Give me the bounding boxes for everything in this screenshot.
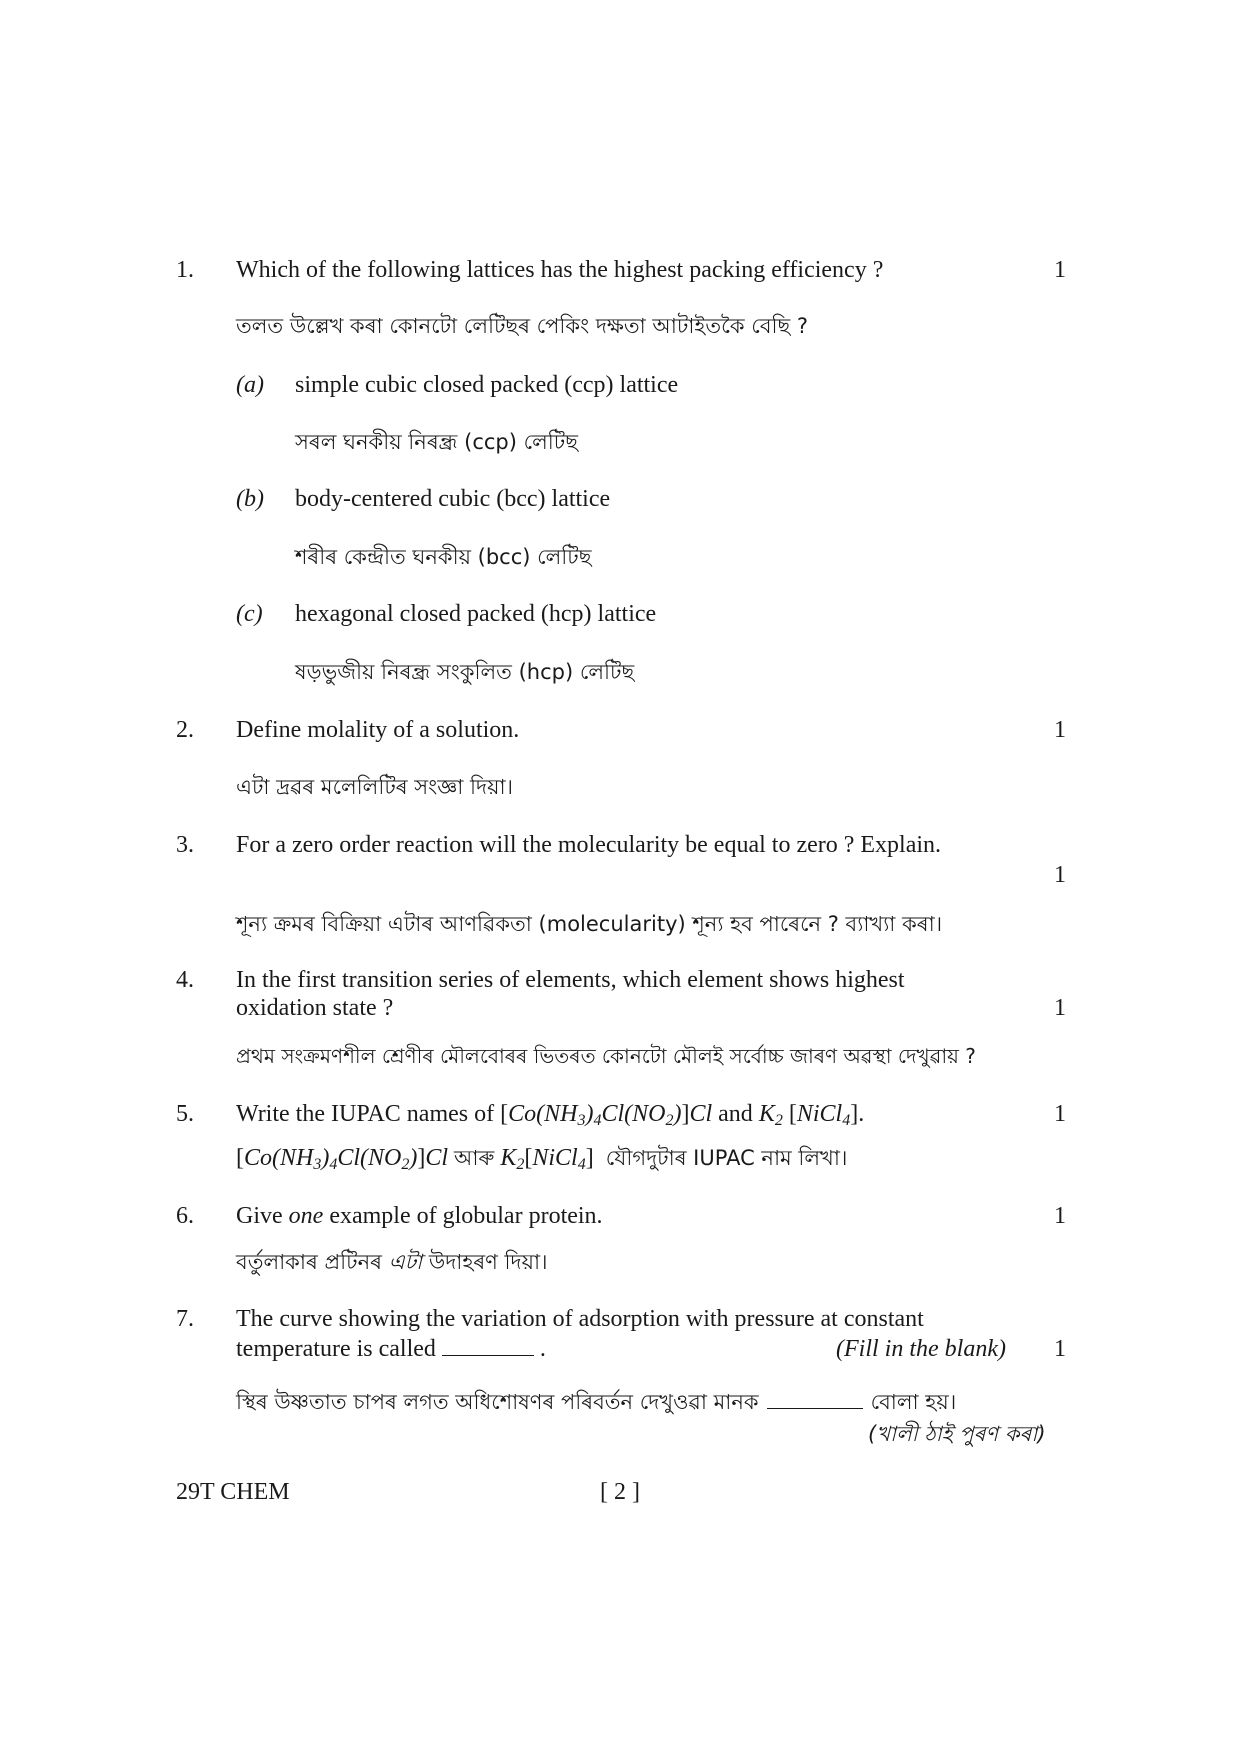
conjunction: আৰু: [454, 1146, 495, 1170]
question-number: 4.: [176, 967, 194, 993]
option-text-en: simple cubic closed packed (ccp) lattice: [295, 372, 679, 398]
question-text-en: Which of the following lattices has the highest packing efficiency ?: [236, 257, 884, 283]
question-text-en: Write the IUPAC names of $[Co(NH_3)_4Cl(NO_2)]Cl$ and $K_2$ [NiCl$_4$].: [236, 1101, 865, 1129]
text-segment: example of globular protein.: [329, 1203, 603, 1229]
page-number: [ 2 ]: [600, 1479, 640, 1505]
text-segment: .: [539, 1336, 546, 1362]
text-segment: Give: [236, 1203, 283, 1229]
option-label: (b): [236, 486, 264, 512]
fill-instruction-en: (Fill in the blank): [836, 1336, 1006, 1362]
formula-salt: $K_2$ [NiCl$_4$]: [758, 1101, 859, 1129]
question-text-prefix: Write the IUPAC names of: [236, 1101, 495, 1127]
formula-complex: $[Co(NH_3)_4Cl(NO_2)]Cl$: [236, 1145, 449, 1173]
question-marks: 1: [1054, 995, 1066, 1021]
question-text-bn: তলত উল্লেখ কৰা কোনটো লেটিছৰ পেকিং দক্ষতা আটাইতকৈ বেছি ?: [236, 314, 809, 338]
question-text-en: [236, 1202, 603, 1230]
question-number: 2.: [176, 717, 194, 743]
text-segment: বোলা হয়।: [870, 1390, 957, 1414]
option-label: (c): [236, 601, 263, 627]
question-text-en: For a zero order reaction will the molecularity be equal to zero ? Explain.: [236, 832, 942, 858]
question-text-bn: শূন্য ক্ৰমৰ বিক্ৰিয়া এটাৰ আণৱিকতা (molecularity) শূন্য হব পাৰেনে ? ব্যাখ্যা কৰা।: [236, 912, 943, 936]
question-text-bn: [236, 1388, 956, 1416]
question-number: 3.: [176, 832, 194, 858]
question-text-en: The curve showing the variation of adsorption with pressure at constant: [236, 1306, 924, 1332]
question-number: 6.: [176, 1203, 194, 1229]
question-marks: 1: [1054, 1336, 1066, 1362]
option-text-bn: ষড়ভুজীয় নিৰন্ধ্ৰ সংকুলিত (hcp) লেটিছ: [295, 660, 635, 684]
formula-salt: $K_2[NiCl_4]$: [500, 1145, 594, 1173]
text-segment: স্থিৰ উষ্ণতাত চাপৰ লগত অধিশোষণৰ পৰিবৰ্তন দেখুওৱা মানক: [236, 1390, 759, 1414]
question-text-bn: এটা দ্ৰৱৰ মলেলিটিৰ সংজ্ঞা দিয়া।: [236, 775, 514, 799]
answer-blank[interactable]: [442, 1337, 534, 1356]
option-text-bn: সৰল ঘনকীয় নিৰন্ধ্ৰ (ccp) লেটিছ: [295, 430, 578, 454]
question-number: 5.: [176, 1101, 194, 1127]
question-number: 7.: [176, 1306, 194, 1332]
paper-code: 29T CHEM: [176, 1479, 290, 1505]
question-marks: 1: [1054, 1101, 1066, 1127]
option-text-bn: শৰীৰ কেন্দ্ৰীত ঘনকীয় (bcc) লেটিছ: [295, 545, 592, 569]
conjunction: and: [718, 1101, 753, 1127]
question-marks: 1: [1054, 1203, 1066, 1229]
option-text-en: hexagonal closed packed (hcp) lattice: [295, 601, 657, 627]
question-text-bn: [236, 1144, 847, 1172]
option-text-en: body-centered cubic (bcc) lattice: [295, 486, 611, 512]
text-segment: উদাহৰণ দিয়া।: [428, 1250, 548, 1274]
question-text-bn: প্ৰথম সংক্ৰমণশীল শ্ৰেণীৰ মৌলবোৰৰ ভিতৰত কোনটো মৌলই সৰ্বোচ্চ জাৰণ অৱস্থা দেখুৱায় ?: [236, 1044, 976, 1068]
question-number: 1.: [176, 257, 194, 283]
question-text-en: [236, 1335, 546, 1363]
formula-complex: $[Co(NH_3)_4Cl(NO_2)]Cl$: [500, 1101, 713, 1129]
text-segment: বৰ্তুলাকাৰ প্ৰটিনৰ: [236, 1250, 382, 1274]
question-marks: 1: [1054, 257, 1066, 283]
question-marks: 1: [1054, 862, 1066, 888]
option-label: (a): [236, 372, 264, 398]
fill-instruction-bn: (খালী ঠাই পুৰণ কৰা): [868, 1422, 1046, 1446]
answer-blank[interactable]: [767, 1392, 863, 1409]
question-text-suffix: যৌগদুটাৰ IUPAC নাম লিখা।: [605, 1146, 848, 1170]
text-segment: temperature is called: [236, 1336, 436, 1362]
emphasis: এটা: [388, 1250, 423, 1274]
question-marks: 1: [1054, 717, 1066, 743]
question-text-en: Define molality of a solution.: [236, 717, 520, 743]
question-text-en: oxidation state ?: [236, 995, 394, 1021]
emphasis: one: [288, 1203, 324, 1229]
question-text-en: In the first transition series of elements, which element shows highest: [236, 967, 905, 993]
question-text-bn: [236, 1248, 548, 1276]
